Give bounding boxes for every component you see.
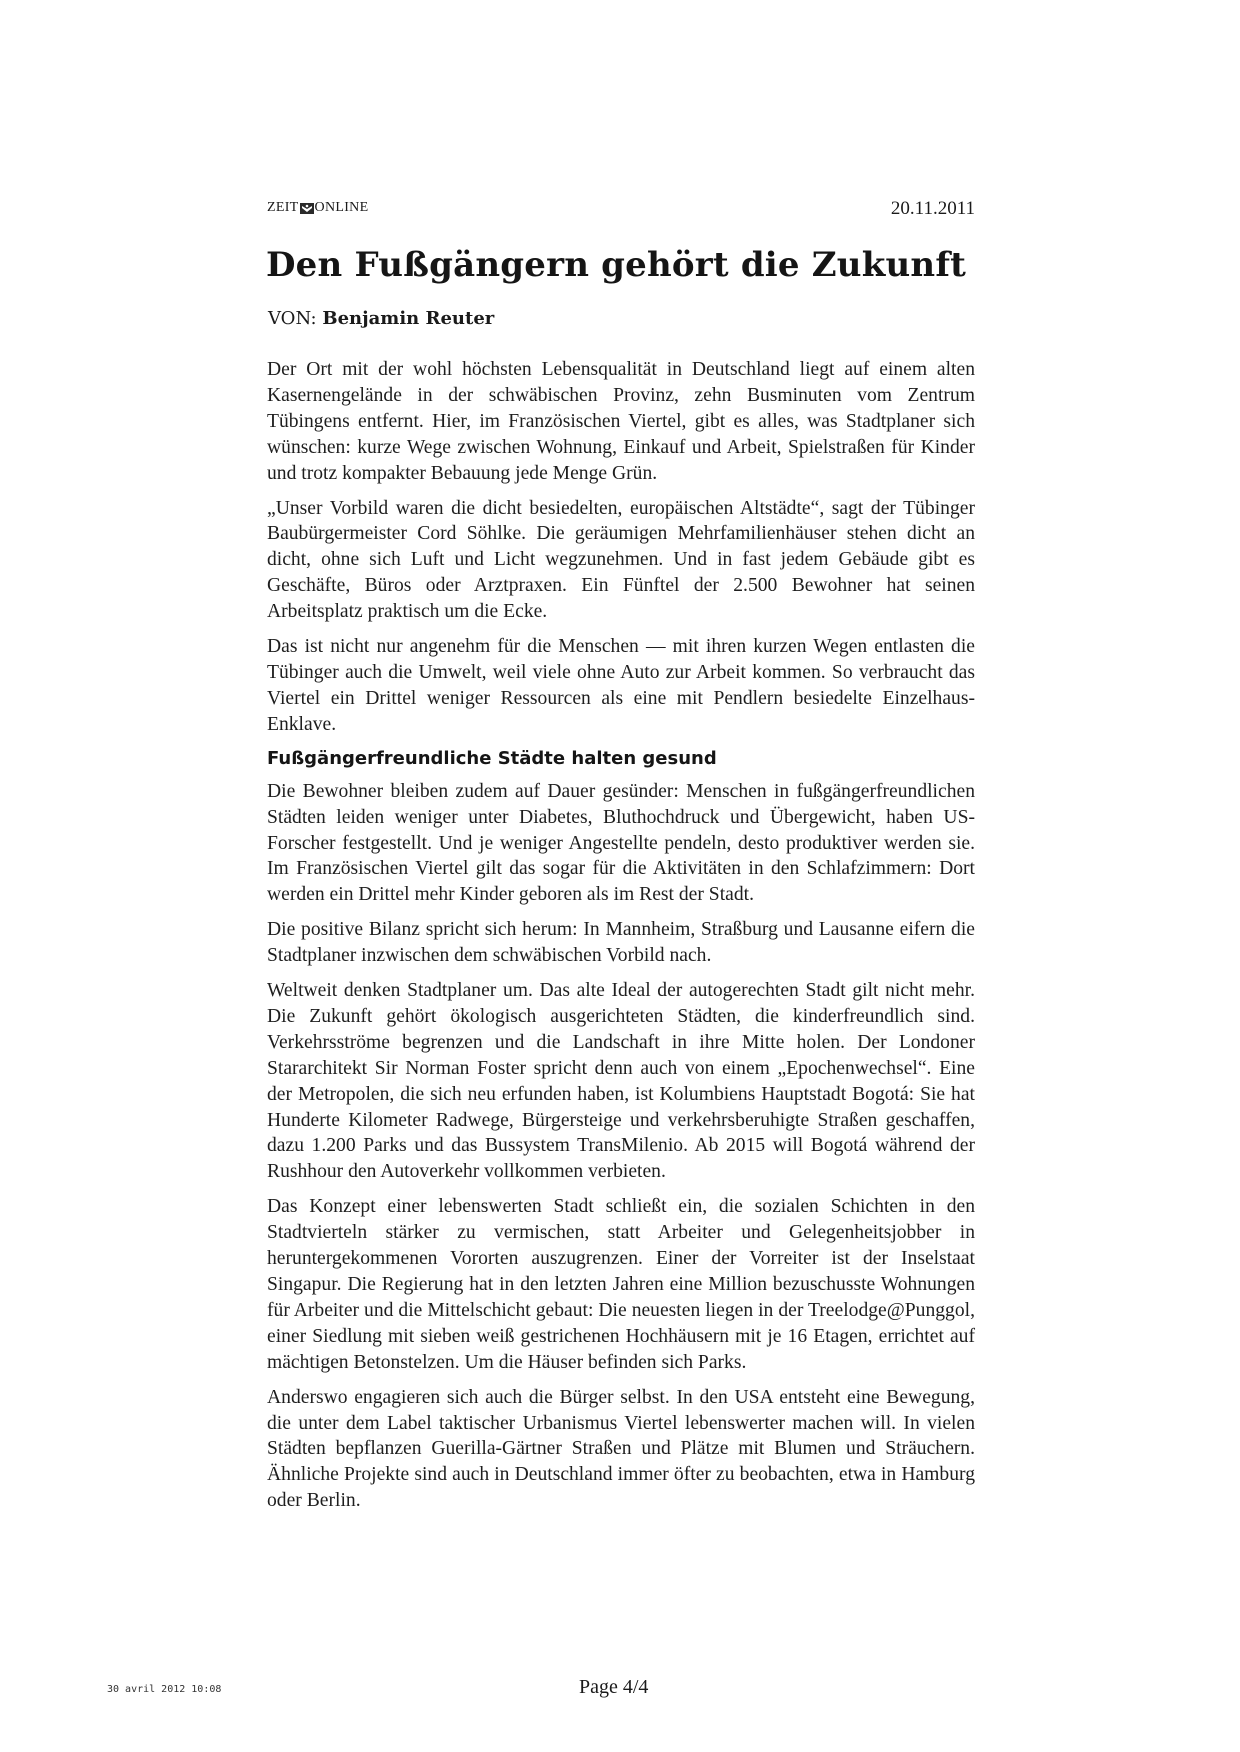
article-subheading: Fußgängerfreundliche Städte halten gesund	[267, 747, 717, 769]
paragraph: Anderswo engagieren sich auch die Bürger selbst. In den USA entsteht eine Bewegung, die unter dem Label taktischer Urbanismus Viertel lebenswerter machen will. In vielen Städten bepflanzen Guerilla-Gärtner Straßen und Plätze mit Blumen und Sträuchern. Ähnliche Projekte sind auch in Deutschland immer öfter zu beobachten, etwa in Hamburg oder Berlin.	[267, 1386, 975, 1512]
publication-date: 20.11.2011	[890, 198, 975, 219]
author-name: Benjamin Reuter	[322, 308, 495, 329]
paragraph: Das Konzept einer lebenswerten Stadt schließt ein, die sozialen Schichten in den Stadtvierteln stärker zu vermischen, statt Arbeiter und Gelegenheitsjobber in heruntergekommenen Vororten auszugrenzen. Einer der Vorreiter ist der Inselstaat Singapur. Die Regierung hat in den letzten Jahren eine Million bezuschusste Wohnungen für Arbeiter und die Mittelschicht gebaut: Die neuesten liegen in der Treelodge@Punggol, einer Siedlung mit sieben weiß gestrichenen Hochhäusern mit je 16 Etagen, errichtet auf mächtigen Betonstelzen. Um die Häuser befinden sich Parks.	[267, 1196, 975, 1373]
paragraph: Die Bewohner bleiben zudem auf Dauer gesünder: Menschen in fußgängerfreundlichen Städten leiden weniger unter Diabetes, Bluthochdruck und Übergewicht, haben US-Forscher festgestellt. Und je weniger Angestellte pendeln, desto produktiver werden sie. Im Französischen Viertel gilt das sogar für die Aktivitäten in den Schlafzimmern: Dort werden ein Drittel mehr Kinder geboren als im Rest der Stadt.	[267, 780, 975, 906]
byline-prefix: VON:	[268, 308, 317, 329]
paragraph: Die positive Bilanz spricht sich herum: In Mannheim, Straßburg und Lausanne eifern die Stadtplaner inzwischen dem schwäbischen Vorbild nach.	[267, 919, 975, 967]
paragraph: Weltweit denken Stadtplaner um. Das alte Ideal der autogerechten Stadt gilt nicht mehr. Die Zukunft gehört ökologisch ausgerichteten Städten, die kinderfreundlich sind. Verkehrsströme begrenzen und die Landschaft in ihre Mitte holen. Der Londoner Stararchitekt Sir Norman Foster spricht denn auch von einem „Epochenwechsel“. Eine der Metropolen, die sich neu erfunden haben, ist Kolumbiens Hauptstadt Bogotá: Sie hat Hunderte Kilometer Radwege, Bürgersteige und verkehrsberuhigte Straßen geschaffen, dazu 1.200 Parks und das Bussystem TransMilenio. Ab 2015 will Bogotá während der Rushhour den Autoverkehr vollkommen verbieten.	[267, 980, 975, 1183]
logo-text-left: ZEIT	[267, 200, 299, 215]
paragraph: Der Ort mit der wohl höchsten Lebensqualität in Deutschland liegt auf einem alten Kasernengelände in der schwäbischen Provinz, zehn Busminuten vom Zentrum Tübingens entfernt. Hier, im Französischen Viertel, gibt es alles, was Stadtplaner sich wünschen: kurze Wege zwischen Wohnung, Einkauf und Arbeit, Spielstraßen für Kinder und trotz kompakter Bebauung jede Menge Grün.	[267, 359, 975, 484]
zeit-online-logo	[267, 200, 368, 216]
logo-text-right: ONLINE	[314, 200, 369, 215]
print-timestamp: 30 avril 2012 10:08	[107, 1684, 222, 1695]
page-number: Page 4/4	[579, 1676, 649, 1698]
paragraph: Das ist nicht nur angenehm für die Menschen — mit ihren kurzen Wegen entlasten die Tübinger auch die Umwelt, weil viele ohne Auto zur Arbeit kommen. So verbraucht das Viertel ein Drittel weniger Ressourcen als eine mit Pendlern besiedelte Einzelhaus-Enklave.	[267, 636, 975, 735]
paragraph: „Unser Vorbild waren die dicht besiedelten, europäischen Altstädte“, sagt der Tübinger Baubürgermeister Cord Söhlke. Die geräumigen Mehrfamilienhäuser stehen dicht an dicht, ohne sich Luft und Licht wegzunehmen. Und in fast jedem Gebäude gibt es Geschäfte, Büros oder Arztpraxen. Ein Fünftel der 2.500 Bewohner hat seinen Arbeitsplatz praktisch um die Ecke.	[267, 497, 975, 623]
eagle-emblem-icon	[300, 203, 314, 214]
article-body	[267, 357, 975, 1523]
article-title: Den Fußgängern gehört die Zukunft	[266, 245, 967, 285]
article-byline	[268, 308, 494, 329]
page-header	[267, 198, 975, 222]
